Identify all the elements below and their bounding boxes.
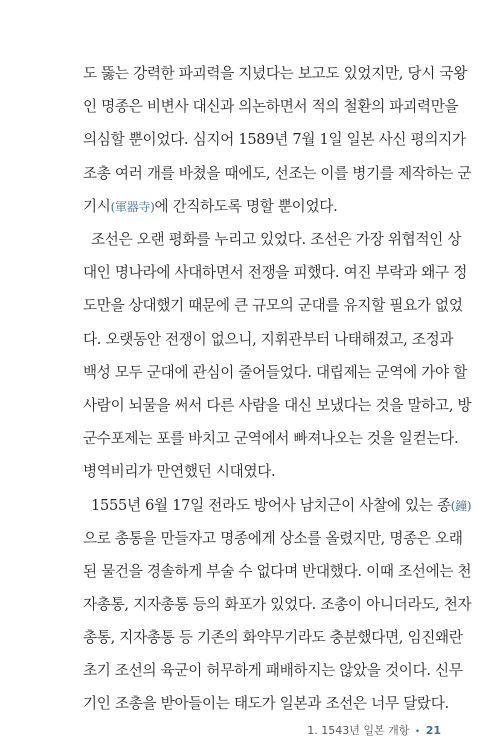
body-text-line: 사람이 뇌물을 써서 다른 사람을 대신 보냈다는 것을 말하고, 방 — [83, 397, 472, 414]
text-run: 1555년 6월 17일 전라도 방어사 남치근이 사찰에 있는 종 — [91, 497, 451, 514]
body-text-line: 인 명종은 비변사 대신과 의논하면서 적의 철환의 파괴력만을 — [83, 98, 459, 115]
body-text-line: 조선은 오랜 평화를 누리고 있었다. 조선은 가장 위협적인 상 — [91, 231, 462, 248]
page-number: 21 — [425, 724, 441, 737]
body-text-line: 총통, 지자총통 등 기존의 화약무기라도 충분했다면, 임진왜란 — [83, 629, 463, 646]
body-text-line: 자총통, 지자총통 등의 화포가 있었다. 조총이 아니더라도, 천자 — [83, 596, 472, 613]
body-text-line: 군수포제는 포를 바치고 군역에서 빠져나오는 것을 일컫는다. — [83, 430, 459, 447]
body-text-line: 병역비리가 만연했던 시대였다. — [83, 463, 276, 480]
body-text-line: 도 뚫는 강력한 파괴력을 지녔다는 보고도 있었지만, 당시 국왕 — [83, 65, 467, 82]
body-text-line: 의심할 뿐이었다. 심지어 1589년 7월 1일 일본 사신 평의지가 — [83, 131, 466, 148]
page-footer — [307, 722, 441, 738]
body-text-line: 으로 총통을 만들자고 명종에게 상소를 올렸지만, 명종은 오래 — [83, 530, 463, 547]
body-text-line — [83, 197, 421, 217]
body-text-line: 대인 명나라에 사대하면서 전쟁을 피했다. 여진 부락과 왜구 정 — [83, 264, 467, 281]
hanja-annotation: (鐘) — [450, 499, 472, 513]
body-text-line: 다. 오랫동안 전쟁이 없으니, 지휘관부터 나태해졌고, 조정과 — [83, 331, 454, 348]
text-run: 에 간직하도록 명할 뿐이었다. — [154, 198, 338, 215]
hanja-annotation: (軍器寺) — [110, 200, 155, 214]
body-text-line: 조총 여러 개를 바쳤을 때에도, 선조는 이를 병기를 제작하는 군 — [83, 165, 472, 182]
body-text-line: 초기 조선의 육군이 허무하게 패배하지는 않았을 것이다. 신무 — [83, 662, 463, 679]
body-text-line: 도만을 상대했기 때문에 큰 규모의 군대를 유지할 필요가 없었 — [83, 297, 463, 314]
chapter-title: 1. 1543년 일본 개항 — [307, 724, 410, 737]
bullet-separator: • — [414, 727, 421, 737]
body-text-line: 된 물건을 경솔하게 부술 수 없다며 반대했다. 이때 조선에는 천 — [83, 563, 472, 580]
text-run: 기시 — [83, 198, 111, 215]
body-text-line: 백성 모두 군대에 관심이 줄어들었다. 대립제는 군역에 가야 할 — [83, 364, 467, 381]
body-text-line — [91, 496, 472, 516]
body-text-line: 기인 조총을 받아들이는 태도가 일본과 조선은 너무 달랐다. — [83, 695, 449, 712]
